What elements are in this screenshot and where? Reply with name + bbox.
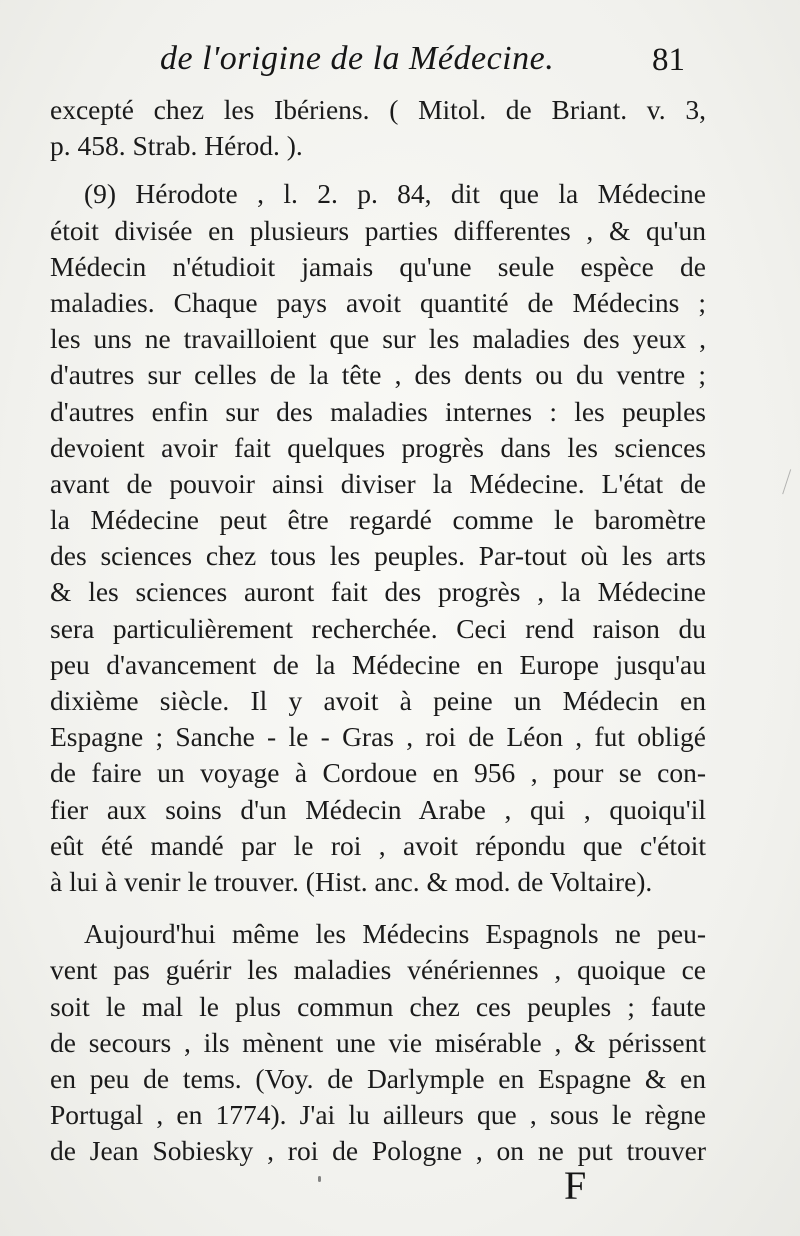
text-line: Portugal , en 1774). J'ai lu ailleurs que , sous le règne bbox=[50, 1099, 706, 1131]
text-line: peu d'avancement de la Médecine en Europe jusqu'au bbox=[50, 648, 706, 680]
running-title: de l'origine de la Médecine. bbox=[160, 40, 555, 77]
text-line: en peu de tems. (Voy. de Darlymple en Espagne & en bbox=[50, 1062, 706, 1094]
text-line: sera particulièrement recherchée. Ceci rend raison du bbox=[50, 612, 706, 644]
page-number: 81 bbox=[652, 42, 685, 78]
text-line: de faire un voyage à Cordoue en 956 , pour se con- bbox=[50, 757, 706, 789]
text-line: avant de pouvoir ainsi diviser la Médecine. L'état de bbox=[50, 467, 706, 499]
signature-mark: F bbox=[564, 1163, 587, 1208]
text-line: Aujourd'hui même les Médecins Espagnols ne peu- bbox=[84, 918, 706, 950]
text-line: devoient avoir fait quelques progrès dans les sciences bbox=[50, 431, 706, 463]
paragraph-aujourd-hui bbox=[50, 916, 706, 1169]
text-line: Médecin n'étudioit jamais qu'une seule espèce de bbox=[50, 250, 706, 282]
text-line: excepté chez les Ibériens. ( Mitol. de Briant. v. 3, bbox=[50, 94, 706, 125]
text-line: les uns ne travailloient que sur les maladies des yeux , bbox=[50, 323, 706, 355]
text-line: (9) Hérodote , l. 2. p. 84, dit que la Médecine bbox=[84, 178, 706, 210]
ink-speck bbox=[318, 1176, 321, 1182]
text-line: à lui à venir le trouver. (Hist. anc. & mod. de Voltaire). bbox=[50, 865, 653, 897]
text-line: d'autres sur celles de la tête , des dents ou du ventre ; bbox=[50, 359, 706, 391]
text-line: p. 458. Strab. Hérod. ). bbox=[50, 130, 303, 162]
paragraph-continuation bbox=[50, 92, 706, 164]
text-line: des sciences chez tous les peuples. Par-tout où les arts bbox=[50, 540, 706, 572]
paragraph-note-9 bbox=[50, 176, 706, 900]
text-line: de secours , ils mènent une vie misérable , & périssent bbox=[50, 1026, 706, 1058]
text-line: la Médecine peut être regardé comme le baromètre bbox=[50, 504, 706, 536]
text-line: soit le mal le plus commun chez ces peuples ; faute bbox=[50, 990, 706, 1022]
text-line: eût été mandé par le roi , avoit répondu que c'étoit bbox=[50, 829, 706, 861]
text-line: fier aux soins d'un Médecin Arabe , qui , quoiqu'il bbox=[50, 793, 706, 825]
text-line: vent pas guérir les maladies vénériennes , quoique ce bbox=[50, 954, 706, 986]
text-line: de Jean Sobiesky , roi de Pologne , on ne put trouver bbox=[50, 1135, 706, 1167]
text-line: étoit divisée en plusieurs parties differentes , & qu'un bbox=[50, 214, 706, 246]
text-line: & les sciences auront fait des progrès , la Médecine bbox=[50, 576, 706, 608]
text-line: Espagne ; Sanche - le - Gras , roi de Léon , fut obligé bbox=[50, 721, 706, 753]
page-text bbox=[50, 92, 706, 1169]
margin-pencil-mark bbox=[782, 469, 799, 497]
text-line: maladies. Chaque pays avoit quantité de Médecins ; bbox=[50, 286, 706, 318]
text-line: d'autres enfin sur des maladies internes : les peuples bbox=[50, 395, 706, 427]
text-line: dixième siècle. Il y avoit à peine un Médecin en bbox=[50, 685, 706, 716]
